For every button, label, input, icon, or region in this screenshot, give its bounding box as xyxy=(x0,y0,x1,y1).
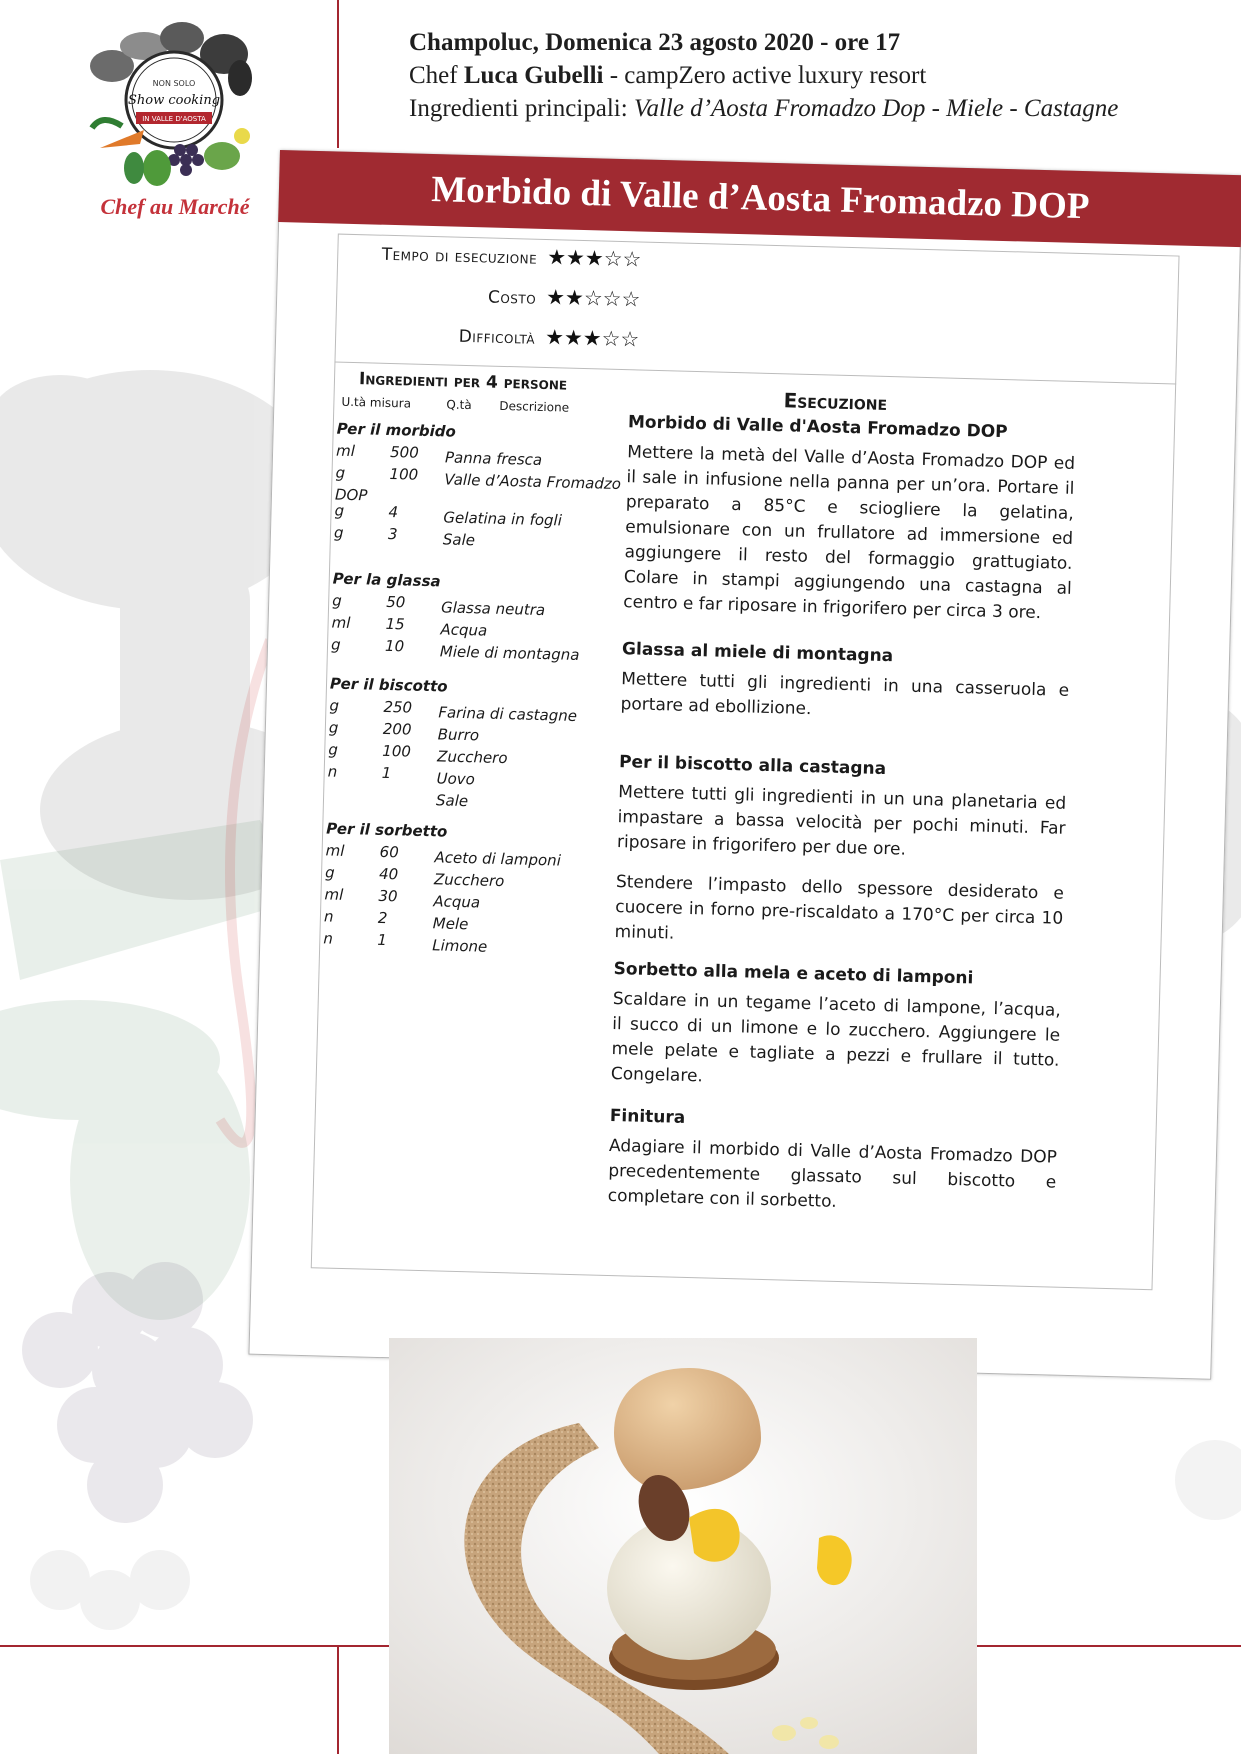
svg-text:IN VALLE D'AOSTA: IN VALLE D'AOSTA xyxy=(142,115,206,123)
ingredient-group-title: Per il sorbetto xyxy=(326,819,448,841)
ingredient-quantity: 40 xyxy=(378,864,399,884)
ingredient-description: Valle d’Aosta Fromadzo xyxy=(444,470,622,494)
step-paragraph: Scaldare in un tegame l’aceto di lampone, l’acqua, il succo di un limone e lo zucchero. Aggiungere le mele pelate e tagliate a pezzi e frullare il tutto. Congelare. xyxy=(610,989,1061,1087)
column-qty: Q.tà xyxy=(446,397,472,413)
ingredient-quantity: 2 xyxy=(377,908,388,928)
ingredient-quantity: 500 xyxy=(389,442,419,462)
recipe-title: Morbido di Valle d’Aosta Fromadzo DOP xyxy=(278,150,1241,247)
ingredient-description: Sale xyxy=(442,530,476,550)
ingredient-description: Miele di montagna xyxy=(439,642,580,665)
plated-dessert-image-icon xyxy=(389,1338,977,1754)
rating-label: Tempo di esecuzione xyxy=(381,244,538,269)
ingredient-description: Zucchero xyxy=(433,870,505,891)
ingredient-unit: g xyxy=(329,696,340,715)
ingredient-unit: n xyxy=(327,762,338,781)
ingredient-quantity: 30 xyxy=(378,886,398,906)
ingredient-unit: g xyxy=(331,591,342,610)
ingredient-quantity: 60 xyxy=(379,842,399,862)
ingredients-title: Ingredienti per 4 persone xyxy=(358,369,568,395)
ingredient-description: Panna fresca xyxy=(444,448,543,469)
step-paragraph: Stendere l’impasto dello spessore desiderato e cuocere in forno pre-riscaldato a 170°C per circa 10 minuti. xyxy=(614,872,1065,944)
ingredient-unit: ml xyxy=(324,885,344,904)
ingredient-group-title: Per la glassa xyxy=(332,569,441,591)
dish-photo xyxy=(389,1338,977,1754)
ingredient-description: Zucchero xyxy=(436,747,508,768)
ingredient-unit: g xyxy=(333,523,344,542)
ingredient-description: Limone xyxy=(431,936,488,956)
rating-stars: ★★★☆☆ xyxy=(544,325,640,352)
ingredient-unit: g xyxy=(335,463,346,482)
ingredient-unit: n xyxy=(323,929,334,948)
column-desc: Descrizione xyxy=(499,398,570,415)
top-divider-line xyxy=(337,0,339,148)
column-unit: U.tà misura xyxy=(341,394,412,411)
ingredient-quantity: 15 xyxy=(385,614,405,634)
step-title: Morbido di Valle d'Aosta Fromadzo DOP xyxy=(627,412,1008,443)
step-title: Glassa al miele di montagna xyxy=(621,639,894,667)
rating-stars: ★★★☆☆ xyxy=(546,245,642,272)
bottom-divider-line xyxy=(337,1646,339,1754)
ingredient-unit: ml xyxy=(325,841,345,860)
step-paragraph: Mettere tutti gli ingredienti in un una planetaria ed impastare a bassa velocità per pochi minuti. Far riposare in frigorifero per due ore. xyxy=(616,782,1067,860)
execution-title: Esecuzione xyxy=(783,388,888,415)
ingredient-quantity: 100 xyxy=(389,464,419,484)
ingredient-quantity: 50 xyxy=(385,592,406,612)
ingredient-unit: DOP xyxy=(334,485,368,505)
execution-steps xyxy=(248,150,1241,1380)
ingredient-quantity: 3 xyxy=(387,524,398,544)
ingredient-quantity: 1 xyxy=(377,930,388,950)
ingredient-unit: n xyxy=(323,907,334,926)
main-ingredients-line: Ingredienti principali: Valle d’Aosta Fromadzo Dop - Miele - Castagne xyxy=(409,95,1119,122)
ingredient-unit: g xyxy=(330,635,341,654)
recipe-card xyxy=(248,150,1241,1380)
ingredient-group-title: Per il biscotto xyxy=(329,674,448,696)
svg-text:Show cooking: Show cooking xyxy=(127,93,221,108)
ingredient-description: Farina di castagne xyxy=(438,703,578,725)
rating-label: Costo xyxy=(487,287,537,309)
ingredient-quantity: 1 xyxy=(381,763,392,783)
ingredient-quantity: 4 xyxy=(388,502,399,522)
ingredient-unit: ml xyxy=(335,441,356,461)
step-paragraph: Mettere la metà del Valle d’Aosta Fromadzo DOP ed il sale in infusione nella panna per un’ora. Portare il preparato a 85°C e sciogliere la gelatina, emulsionare con un frullatore ad immersione ed aggiungere il resto del formaggio grattugiato. Colare in stampi aggiungendo una castagna al centro e far riposare in frigorifero per circa 3 ore. xyxy=(623,442,1076,624)
logo-emblem-icon xyxy=(82,18,264,198)
ingredient-quantity: 200 xyxy=(382,719,412,739)
step-title: Sorbetto alla mela e aceto di lamponi xyxy=(613,959,974,989)
ingredient-description: Glassa neutra xyxy=(440,598,546,620)
step-title: Per il biscotto alla castagna xyxy=(618,752,887,780)
ingredient-quantity: 250 xyxy=(383,697,413,717)
ingredient-quantity: 100 xyxy=(382,741,412,761)
event-header xyxy=(409,26,1118,125)
svg-text:NON SOLO: NON SOLO xyxy=(152,79,196,88)
ingredient-description: Burro xyxy=(437,725,480,745)
ingredient-unit: ml xyxy=(331,613,351,633)
ingredient-quantity: 10 xyxy=(384,636,405,656)
ingredient-unit: g xyxy=(334,501,345,520)
ingredient-group-title: Per il morbido xyxy=(336,419,457,441)
ingredient-unit: g xyxy=(328,718,339,737)
ingredient-description: Mele xyxy=(432,914,469,934)
ingredient-description: Gelatina in fogli xyxy=(443,508,563,530)
step-title: Finitura xyxy=(609,1105,686,1128)
step-paragraph: Adagiare il morbido di Valle d’Aosta Fromadzo DOP precedentemente glassato sul biscotto e completare con il sorbetto. xyxy=(607,1135,1058,1212)
chef-line: Chef Luca Gubelli - campZero active luxury resort xyxy=(409,62,927,89)
ingredient-description: Aceto di lamponi xyxy=(434,848,562,870)
ingredient-unit: g xyxy=(324,863,335,882)
step-paragraph: Mettere tutti gli ingredienti in una casseruola e portare ad ebollizione. xyxy=(620,669,1070,720)
logo-caption: Chef au Marché xyxy=(100,194,250,219)
ingredient-description: Acqua xyxy=(433,892,481,912)
rating-label: Difficoltà xyxy=(458,326,536,349)
ingredient-unit: g xyxy=(328,740,339,759)
ingredient-description: Sale xyxy=(435,791,469,811)
event-date-line: Champoluc, Domenica 23 agosto 2020 - ore 17 xyxy=(409,29,901,56)
rating-stars: ★★☆☆☆ xyxy=(545,285,641,312)
ingredient-description: Uovo xyxy=(436,769,476,789)
ingredient-description: Acqua xyxy=(440,620,488,640)
